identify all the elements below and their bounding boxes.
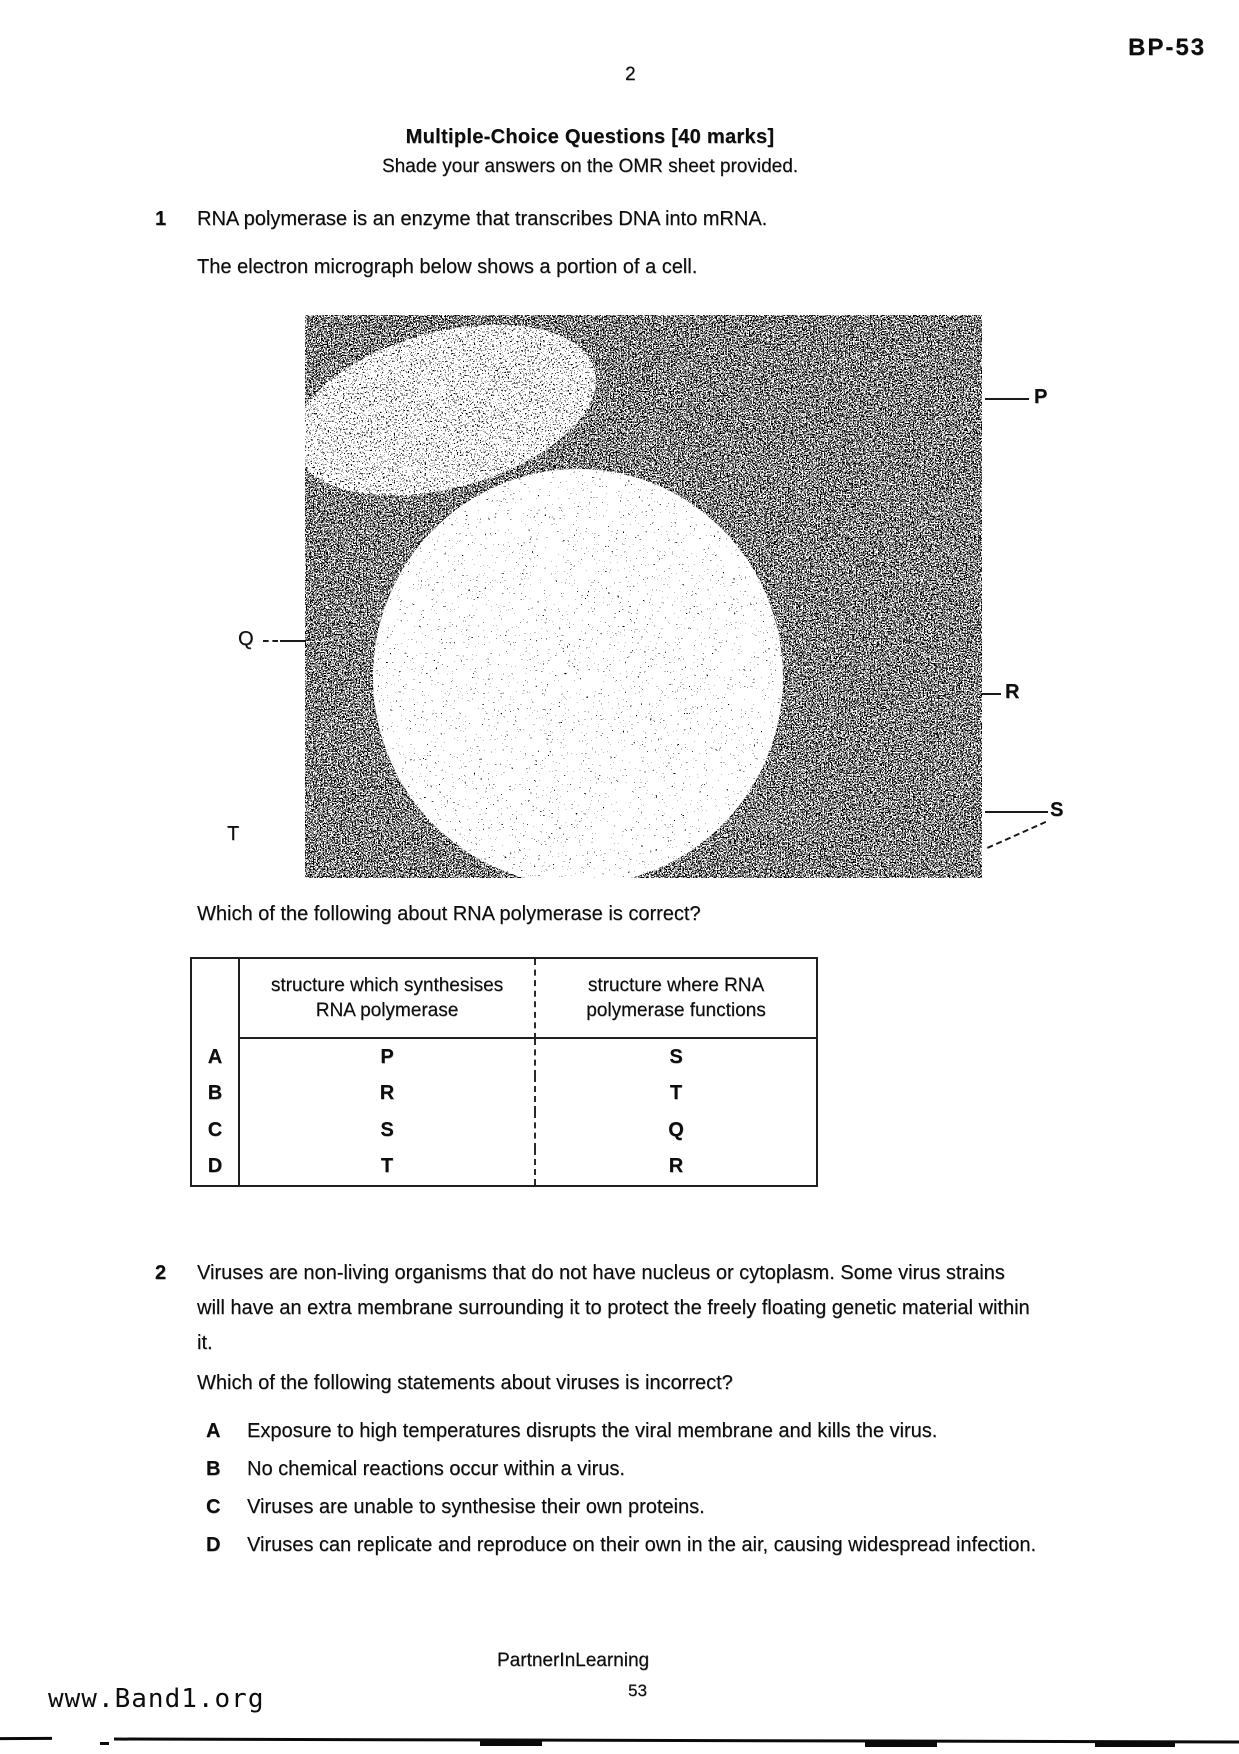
scan-edge-blotch bbox=[865, 1741, 937, 1747]
leader-dash-Q bbox=[263, 640, 278, 642]
section-instruction: Shade your answers on the OMR sheet provided. bbox=[381, 156, 799, 177]
micrograph-label-S: S bbox=[1050, 799, 1064, 821]
footer-brand: PartnerInLearning bbox=[497, 1650, 650, 1671]
micrograph-label-T: T bbox=[227, 823, 240, 845]
option-letter-A: A bbox=[206, 1420, 221, 1442]
question1-caption: The electron micrograph below shows a portion of a cell. bbox=[197, 256, 698, 278]
section-title-block bbox=[170, 126, 1010, 178]
scan-edge-line bbox=[114, 1738, 1239, 1744]
option-text-A: Exposure to high temperatures disrupts the viral membrane and kills the virus. bbox=[247, 1420, 938, 1442]
table-row-col1: P bbox=[238, 1039, 534, 1076]
leader-line-P bbox=[985, 398, 1029, 400]
table-header-col1-line1: structure which synthesises bbox=[270, 975, 504, 996]
table-row-col2: Q bbox=[534, 1112, 816, 1149]
question2-number: 2 bbox=[155, 1262, 167, 1284]
table-header-col2-line2: polymerase functions bbox=[586, 1000, 766, 1021]
table-row-col2: T bbox=[534, 1076, 816, 1113]
leader-line-Q bbox=[280, 640, 306, 642]
option-text-D: Viruses can replicate and reproduce on their own in the air, causing widespread infection. bbox=[247, 1534, 1036, 1556]
leader-line-R bbox=[982, 693, 1001, 695]
scan-edge-line bbox=[0, 1737, 52, 1740]
question1-prompt: Which of the following about RNA polymerase is correct? bbox=[197, 903, 701, 925]
option-letter-D: D bbox=[206, 1534, 221, 1556]
scan-edge-dot bbox=[100, 1742, 109, 1745]
table-row-col1: S bbox=[238, 1112, 534, 1149]
electron-micrograph bbox=[305, 315, 982, 878]
footer-page-number: 53 bbox=[628, 1681, 647, 1700]
option-text-B: No chemical reactions occur within a virus. bbox=[247, 1458, 625, 1480]
question2-intro-line3: it. bbox=[197, 1332, 213, 1354]
option-text-C: Viruses are unable to synthesise their own proteins. bbox=[247, 1496, 705, 1518]
scan-edge-blotch bbox=[1095, 1742, 1175, 1747]
table-row-letter: A bbox=[207, 1045, 223, 1068]
table-row-letter: B bbox=[207, 1082, 223, 1105]
table-row-letter: C bbox=[207, 1118, 223, 1141]
table-corner-cell bbox=[192, 959, 238, 1039]
table-header-col2-line1: structure where RNA bbox=[587, 975, 765, 996]
leader-dash-S bbox=[987, 821, 1046, 849]
table-row-col2: R bbox=[534, 1149, 816, 1186]
option-letter-C: C bbox=[206, 1496, 221, 1518]
question2-intro-line1: Viruses are non-living organisms that do not have nucleus or cytoplasm. Some virus strains bbox=[197, 1262, 1005, 1284]
answer-table bbox=[190, 957, 818, 1187]
micrograph-label-R: R bbox=[1005, 681, 1020, 703]
section-title: Multiple-Choice Questions [40 marks] bbox=[405, 126, 775, 148]
leader-line-S bbox=[985, 811, 1048, 813]
question1-intro: RNA polymerase is an enzyme that transcribes DNA into mRNA. bbox=[197, 208, 768, 230]
micrograph-image bbox=[305, 315, 982, 878]
table-row-col2: S bbox=[534, 1039, 816, 1076]
question2-intro bbox=[197, 1256, 1157, 1361]
table-header-col1 bbox=[238, 959, 534, 1039]
option-letter-B: B bbox=[206, 1458, 221, 1480]
page-number: 2 bbox=[625, 64, 636, 85]
scan-edge-blotch bbox=[480, 1740, 542, 1746]
table-header-col2 bbox=[534, 959, 816, 1039]
micrograph-label-P: P bbox=[1034, 386, 1048, 408]
question2-prompt: Which of the following statements about viruses is incorrect? bbox=[197, 1372, 733, 1394]
micrograph-label-Q: Q bbox=[238, 628, 254, 650]
table-header-col1-line2: RNA polymerase bbox=[315, 1000, 459, 1021]
footer-website: www.Band1.org bbox=[48, 1684, 265, 1714]
table-row-col1: R bbox=[238, 1076, 534, 1113]
table-row-letter: D bbox=[207, 1155, 223, 1178]
question1-number: 1 bbox=[155, 208, 167, 230]
question2-intro-line2: will have an extra membrane surrounding it to protect the freely floating genetic material within bbox=[197, 1297, 1030, 1319]
paper-code: BP-53 bbox=[1128, 34, 1207, 61]
table-row-col1: T bbox=[238, 1149, 534, 1186]
